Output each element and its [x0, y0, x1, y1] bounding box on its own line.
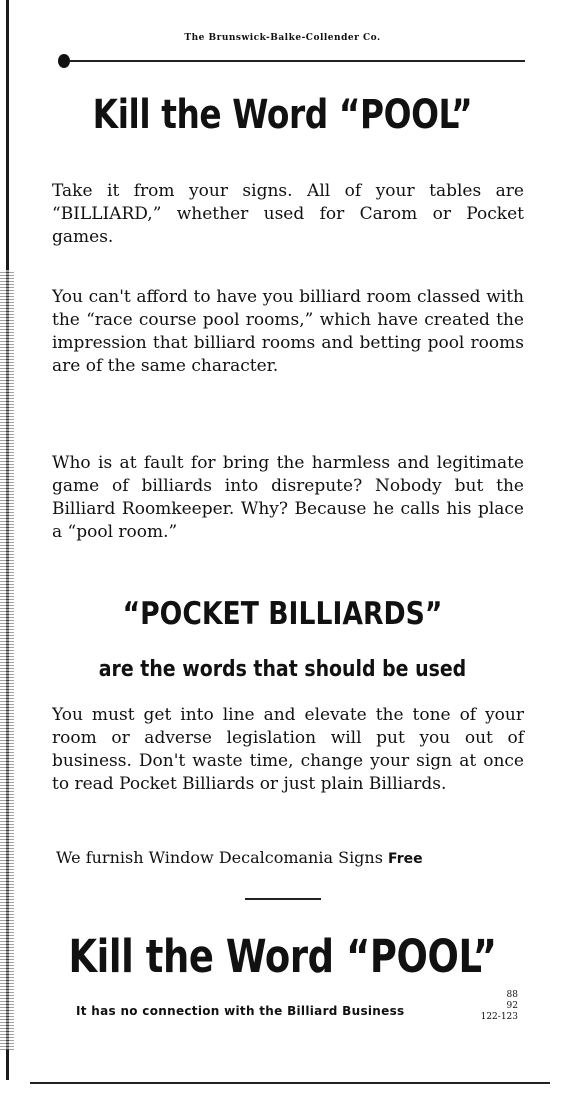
free-signs-text: We furnish Window Decalcomania Signs [56, 848, 389, 867]
header-bullet [58, 54, 70, 68]
company-header: The Brunswick-Balke-Collender Co. [184, 33, 381, 43]
pocket-billiards-title: “POCKET BILLIARDS” [122, 596, 443, 632]
headline-top: Kill the Word “POOL” [92, 92, 473, 138]
paragraph-business: You must get into line and elevate the tone of your room or adverse legislation will put you out of business. Don't waste time, change your sign at once to read Pocket Billiards or just plain Billiards. [52, 705, 524, 794]
footer-tagline: It has no connection with the Billiard Business [76, 1004, 405, 1018]
pocket-billiards-subtitle: are the words that should be used [98, 657, 467, 682]
bottom-border-rule [30, 1082, 550, 1084]
free-word: Free [388, 851, 423, 867]
page-number: 92 [506, 1001, 518, 1011]
paragraph-signs: Take it from your signs. All of your tables are “BILLIARD,” whether used for Carom or Pocket games. [52, 181, 524, 247]
page-number: 88 [506, 990, 518, 1000]
header-rule [70, 60, 525, 62]
paragraph-fault: Who is at fault for bring the harmless and legitimate game of billiards into disrepute? Nobody but the Billiard Roomkeeper. Why? Because he calls his place a “pool room.” [52, 453, 524, 542]
headline-bottom: Kill the Word “POOL” [68, 930, 497, 983]
left-border-ornament [0, 270, 14, 1050]
paragraph-race-course: You can't afford to have you billiard room classed with the “race course pool rooms,” which have created the impression that billiard rooms and betting pool rooms are of the same character. [52, 287, 524, 376]
page-number: 122-123 [480, 1012, 518, 1022]
section-divider [245, 898, 321, 900]
page-numbers [462, 990, 518, 1023]
free-signs-line [56, 848, 526, 867]
